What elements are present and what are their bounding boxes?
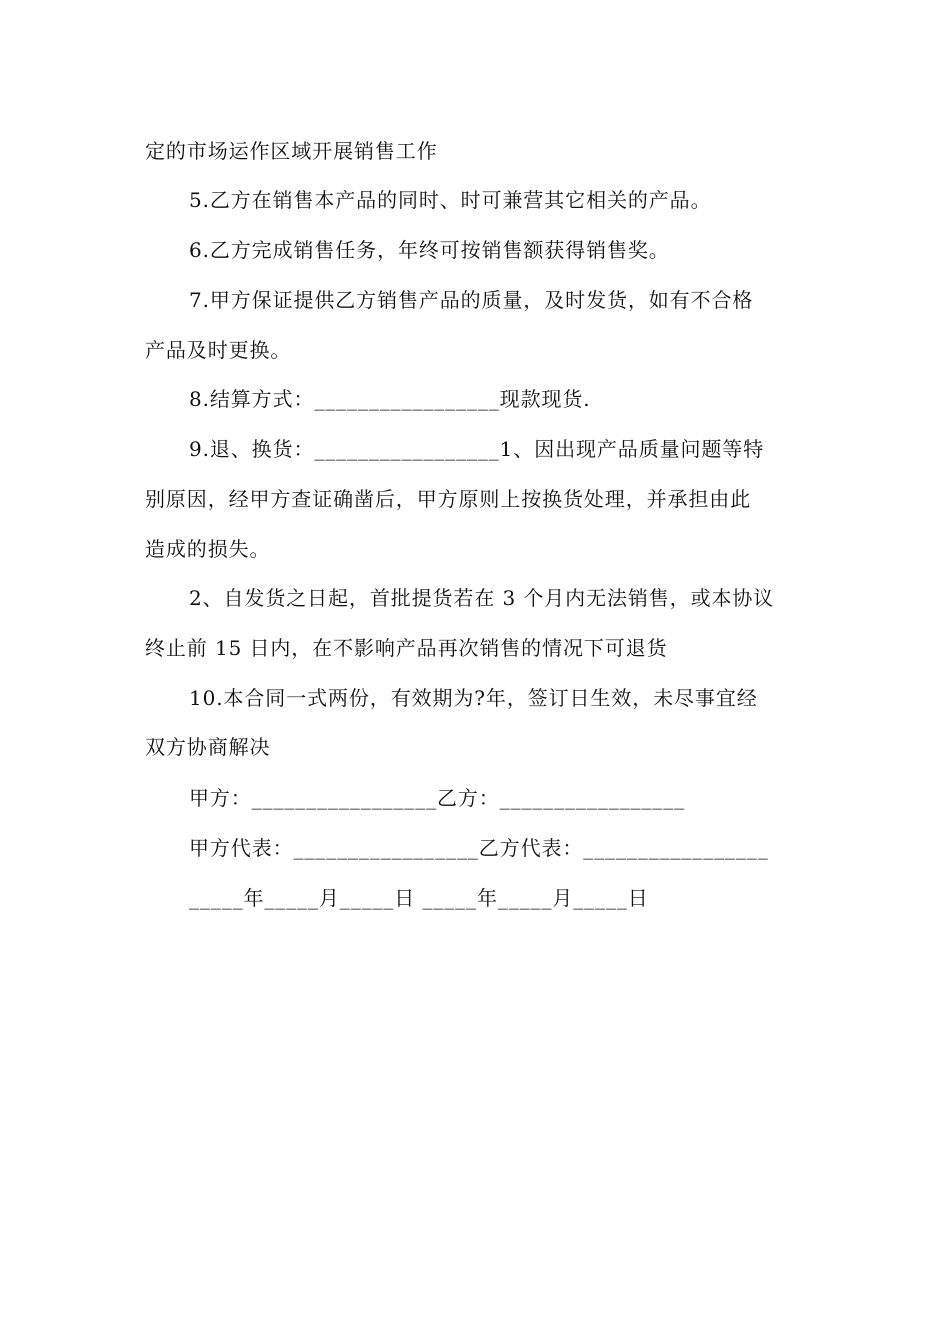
- signature-line-dates: _____年_____月_____日 _____年_____月_____日: [189, 886, 649, 910]
- paragraph-line: 10.本合同一式两份，有效期为?年，签订日生效，未尽事宜经: [189, 686, 758, 710]
- paragraph-line: 2、自发货之日起，首批提货若在 3 个月内无法销售，或本协议: [189, 586, 775, 610]
- paragraph-line: 7.甲方保证提供乙方销售产品的质量，及时发货，如有不合格: [189, 288, 754, 312]
- paragraph-line: 别原因，经甲方查证确凿后，甲方原则上按换货处理，并承担由此: [145, 487, 752, 511]
- paragraph-line: 6.乙方完成销售任务，年终可按销售额获得销售奖。: [189, 238, 670, 262]
- paragraph-line: 5.乙方在销售本产品的同时、时可兼营其它相关的产品。: [189, 188, 712, 212]
- paragraph-line: 终止前 15 日内，在不影响产品再次销售的情况下可退货: [145, 636, 668, 660]
- paragraph-line: 定的市场运作区域开展销售工作: [145, 139, 438, 163]
- paragraph-line: 8.结算方式：_________________现款现货.: [189, 387, 591, 411]
- paragraph-line: 造成的损失。: [145, 537, 271, 561]
- paragraph-line: 产品及时更换。: [145, 338, 292, 362]
- signature-line-parties: 甲方：_________________乙方：_________________: [189, 786, 685, 810]
- paragraph-line: 双方协商解决: [145, 735, 271, 759]
- signature-line-representatives: 甲方代表：_________________乙方代表：_________________: [189, 836, 769, 860]
- paragraph-line: 9.退、换货：_________________1、因出现产品质量问题等特: [189, 437, 765, 461]
